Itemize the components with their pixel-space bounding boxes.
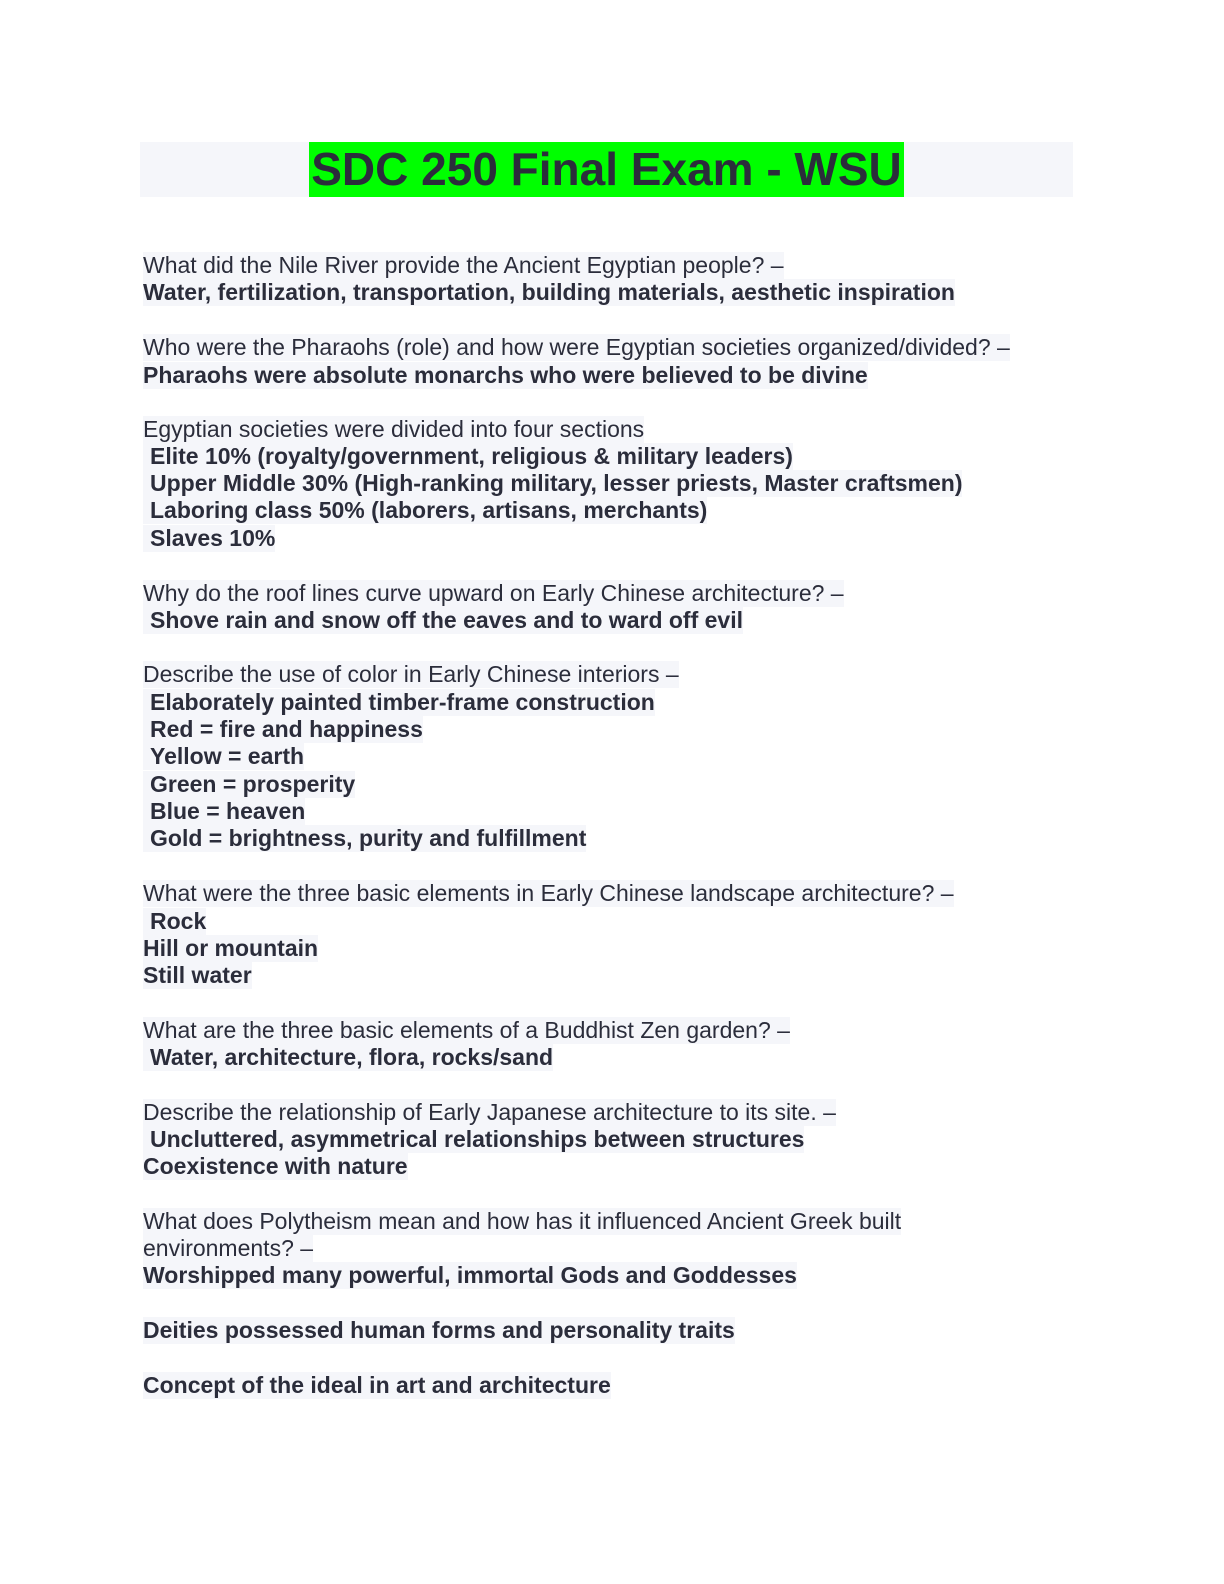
- answer-line: Yellow = earth: [143, 743, 304, 770]
- answer-line: Upper Middle 30% (High-ranking military, lesser priests, Master craftsmen): [143, 470, 962, 497]
- question-line: What are the three basic elements of a Buddhist Zen garden? –: [143, 1017, 790, 1043]
- title-band: [140, 142, 1073, 197]
- answer-line: Rock: [143, 908, 206, 935]
- question-line: What were the three basic elements in Early Chinese landscape architecture? –: [143, 880, 954, 906]
- answer-line: Uncluttered, asymmetrical relationships between structures: [143, 1126, 804, 1153]
- answer-line: Gold = brightness, purity and fulfillment: [143, 825, 586, 852]
- answer-line: Laboring class 50% (laborers, artisans, merchants): [143, 497, 707, 524]
- question-line: Why do the roof lines curve upward on Early Chinese architecture? –: [143, 580, 844, 606]
- answer-line: Shove rain and snow off the eaves and to ward off evil: [143, 607, 743, 634]
- question-line: What does Polytheism mean and how has it influenced Ancient Greek built: [143, 1208, 902, 1234]
- answer-line: Red = fire and happiness: [143, 716, 423, 743]
- question-line: Egyptian societies were divided into four sections: [143, 416, 645, 442]
- answer-line: Green = prosperity: [143, 771, 355, 798]
- answer-line: Water, architecture, flora, rocks/sand: [143, 1044, 553, 1071]
- question-line: What did the Nile River provide the Ancient Egyptian people? –: [143, 252, 784, 278]
- question-line: Describe the use of color in Early Chinese interiors –: [143, 661, 679, 687]
- answer-line: Worshipped many powerful, immortal Gods and Goddesses: [143, 1262, 797, 1288]
- answer-line: Elite 10% (royalty/government, religious & military leaders): [143, 443, 793, 470]
- answer-line: Slaves 10%: [143, 525, 275, 552]
- answer-line: Deities possessed human forms and personality traits: [143, 1317, 735, 1343]
- question-line: Describe the relationship of Early Japanese architecture to its site. –: [143, 1099, 836, 1125]
- answer-line: Still water: [143, 962, 252, 988]
- answer-line: Coexistence with nature: [143, 1153, 408, 1179]
- answer-line: Hill or mountain: [143, 935, 319, 961]
- answer-line: Concept of the ideal in art and architecture: [143, 1372, 611, 1398]
- answer-line: Elaborately painted timber-frame construction: [143, 689, 655, 716]
- page-title: SDC 250 Final Exam - WSU: [311, 143, 902, 195]
- question-line: Who were the Pharaohs (role) and how were Egyptian societies organized/divided? –: [143, 334, 1010, 360]
- answer-line: Pharaohs were absolute monarchs who were believed to be divine: [143, 362, 868, 388]
- question-line: environments? –: [143, 1235, 314, 1261]
- answer-line: Water, fertilization, transportation, building materials, aesthetic inspiration: [143, 279, 955, 305]
- answer-line: Blue = heaven: [143, 798, 305, 825]
